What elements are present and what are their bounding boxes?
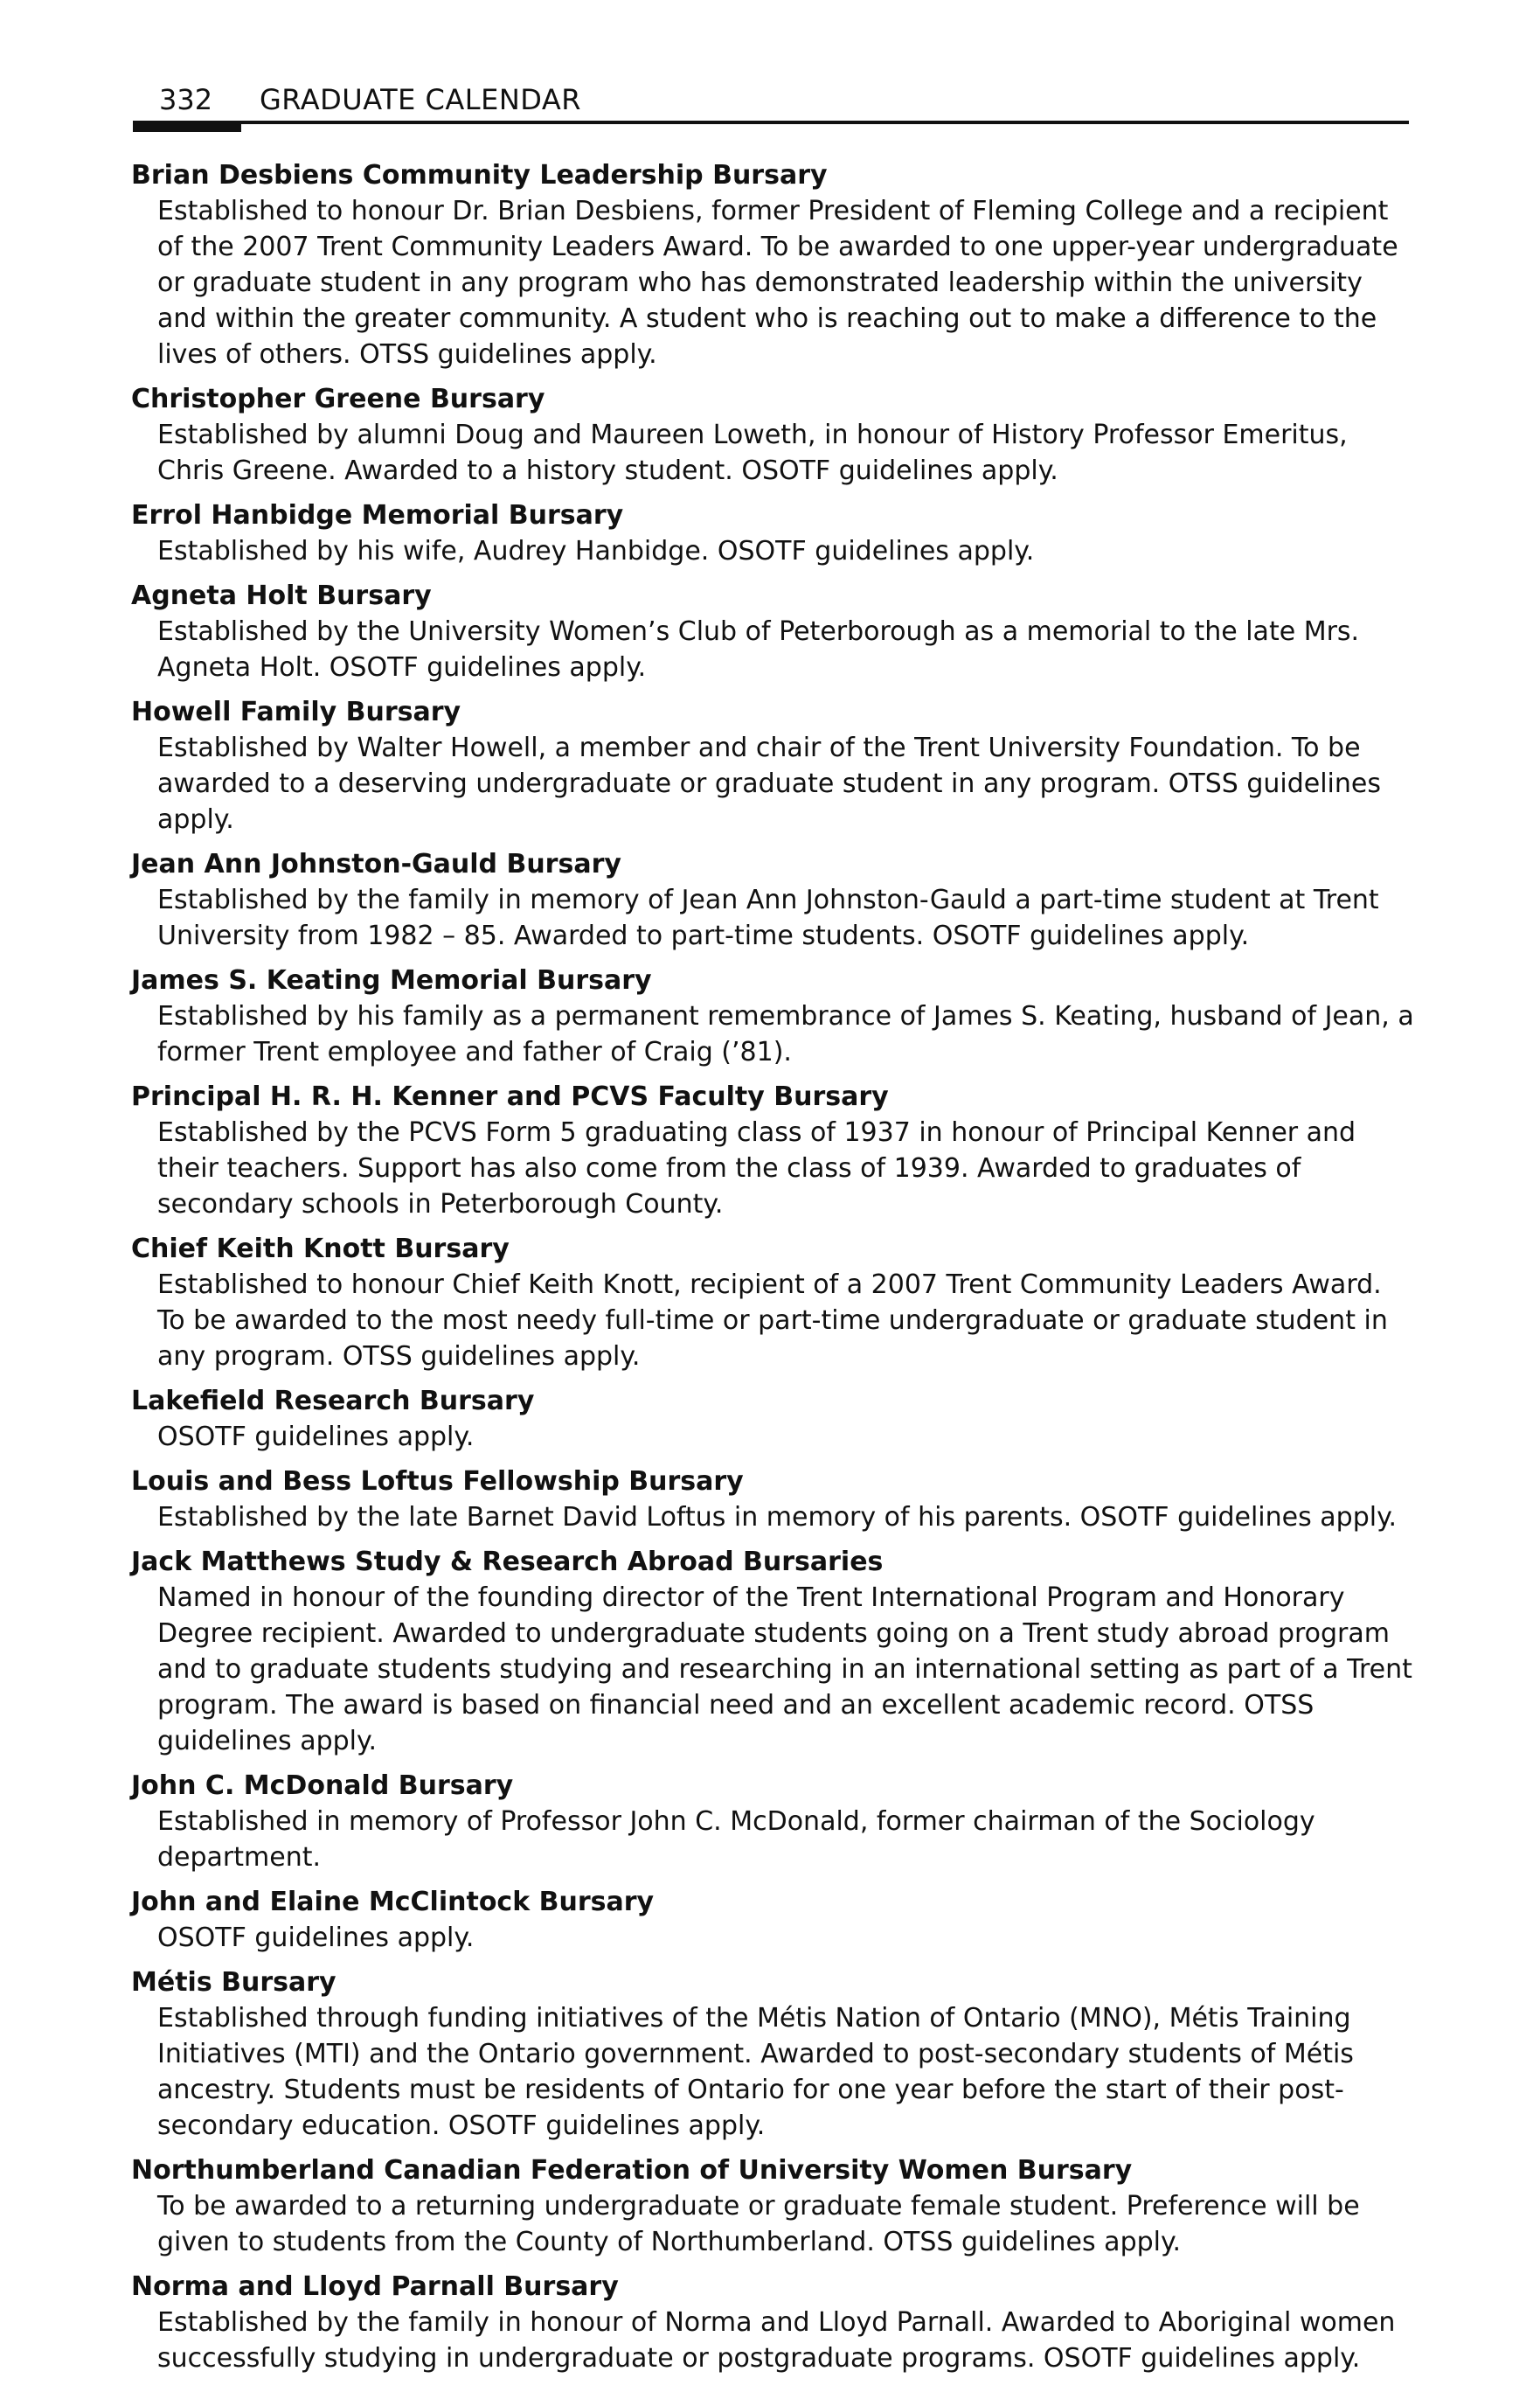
header-accent-bar: [133, 122, 241, 132]
bursary-description: OSOTF guidelines apply.: [157, 1923, 475, 1953]
bursary-title: Lakefield Research Bursary: [131, 1386, 535, 1416]
bursary-list: [131, 157, 1416, 2385]
bursary-entry: [131, 578, 1416, 685]
bursary-entry: [131, 497, 1416, 569]
bursary-description: Established by the late Barnet David Loftus in memory of his parents. OSOTF guidelines apply.: [157, 1502, 1398, 1533]
bursary-entry: [131, 1383, 1416, 1455]
bursary-description: Established in memory of Professor John C. McDonald, former chairman of the Sociology department.: [157, 1806, 1315, 1873]
bursary-description: Established by Walter Howell, a member and chair of the Trent University Foundation. To be awarded to a deserving undergraduate or graduate student in any program. OTSS guidelines apply.: [157, 733, 1381, 835]
page-header: [133, 80, 1409, 135]
bursary-entry: [131, 2152, 1416, 2260]
page-number: 332: [159, 83, 213, 116]
bursary-description: Established by the University Women’s Club of Peterborough as a memorial to the late Mrs. Agneta Holt. OSOTF guidelines apply.: [157, 616, 1360, 683]
bursary-description: Established to honour Chief Keith Knott, recipient of a 2007 Trent Community Leaders Award. To be awarded to the most needy full-time or part-time undergraduate or graduate student in any program. OTSS guidelines apply.: [157, 1269, 1388, 1372]
bursary-title: Jack Matthews Study & Research Abroad Bursaries: [131, 1547, 884, 1577]
bursary-description: Named in honour of the founding director of the Trent International Program and Honorary Degree recipient. Awarded to undergraduate students going on a Trent study abroad program and to graduate students studying and researching in an international setting as part of a Trent program. The award is based on financial need and an excellent academic record. OTSS guidelines apply.: [157, 1582, 1412, 1756]
bursary-entry: [131, 157, 1416, 372]
bursary-entry: [131, 1544, 1416, 1759]
bursary-description: Established by the PCVS Form 5 graduating class of 1937 in honour of Principal Kenner and their teachers. Support has also come from the class of 1939. Awarded to graduates of secondary schools in Peterborough County.: [157, 1117, 1356, 1220]
bursary-title: John and Elaine McClintock Bursary: [131, 1887, 655, 1917]
bursary-title: James S. Keating Memorial Bursary: [131, 965, 652, 996]
bursary-entry: [131, 1079, 1416, 1222]
bursary-description: Established through funding initiatives of the Métis Nation of Ontario (MNO), Métis Training Initiatives (MTI) and the Ontario government. Awarded to post-secondary students of Métis ancestry. Students must be residents of Ontario for one year before the start of their post-secondary education. OSOTF guidelines apply.: [157, 2003, 1354, 2141]
bursary-description: Established by alumni Doug and Maureen Loweth, in honour of History Professor Emeritus, Chris Greene. Awarded to a history student. OSOTF guidelines apply.: [157, 420, 1348, 486]
bursary-title: Brian Desbiens Community Leadership Bursary: [131, 160, 828, 191]
header-rule: [133, 121, 1409, 124]
bursary-entry: [131, 963, 1416, 1070]
bursary-description: To be awarded to a returning undergraduate or graduate female student. Preference will be given to students from the County of Northumberland. OTSS guidelines apply.: [157, 2191, 1360, 2257]
bursary-entry: [131, 1231, 1416, 1374]
bursary-title: Principal H. R. H. Kenner and PCVS Faculty Bursary: [131, 1081, 889, 1112]
bursary-title: Errol Hanbidge Memorial Bursary: [131, 500, 624, 531]
bursary-title: Agneta Holt Bursary: [131, 581, 432, 611]
bursary-description: Established by the family in memory of Jean Ann Johnston-Gauld a part-time student at Trent University from 1982 – 85. Awarded to part-time students. OSOTF guidelines apply.: [157, 885, 1379, 951]
bursary-title: Jean Ann Johnston-Gauld Bursary: [131, 849, 621, 880]
bursary-description: Established by his family as a permanent remembrance of James S. Keating, husband of Jean, a former Trent employee and father of Craig (’81).: [157, 1001, 1414, 1067]
bursary-entry: [131, 1768, 1416, 1875]
bursary-entry: [131, 1964, 1416, 2144]
bursary-title: Métis Bursary: [131, 1967, 336, 1998]
bursary-description: Established by his wife, Audrey Hanbidge. OSOTF guidelines apply.: [157, 536, 1035, 567]
bursary-description: OSOTF guidelines apply.: [157, 1422, 475, 1452]
bursary-description: Established by the family in honour of Norma and Lloyd Parnall. Awarded to Aboriginal women successfully studying in undergraduate or postgraduate programs. OSOTF guidelines apply.: [157, 2307, 1396, 2374]
bursary-entry: [131, 1884, 1416, 1956]
bursary-entry: [131, 381, 1416, 489]
bursary-entry: [131, 846, 1416, 954]
bursary-title: Northumberland Canadian Federation of University Women Bursary: [131, 2155, 1133, 2186]
bursary-title: Christopher Greene Bursary: [131, 384, 545, 414]
bursary-entry: [131, 694, 1416, 838]
bursary-title: John C. McDonald Bursary: [131, 1770, 514, 1801]
bursary-title: Chief Keith Knott Bursary: [131, 1234, 510, 1264]
bursary-title: Howell Family Bursary: [131, 697, 461, 727]
running-title: GRADUATE CALENDAR: [260, 83, 581, 116]
bursary-entry: [131, 1464, 1416, 1535]
bursary-title: Norma and Lloyd Parnall Bursary: [131, 2271, 619, 2302]
bursary-description: Established to honour Dr. Brian Desbiens, former President of Fleming College and a recipient of the 2007 Trent Community Leaders Award. To be awarded to one upper-year undergraduate or graduate student in any program who has demonstrated leadership within the university and within the greater community. A student who is reaching out to make a difference to the lives of others. OTSS guidelines apply.: [157, 196, 1398, 370]
bursary-title: Louis and Bess Loftus Fellowship Bursary: [131, 1466, 744, 1497]
